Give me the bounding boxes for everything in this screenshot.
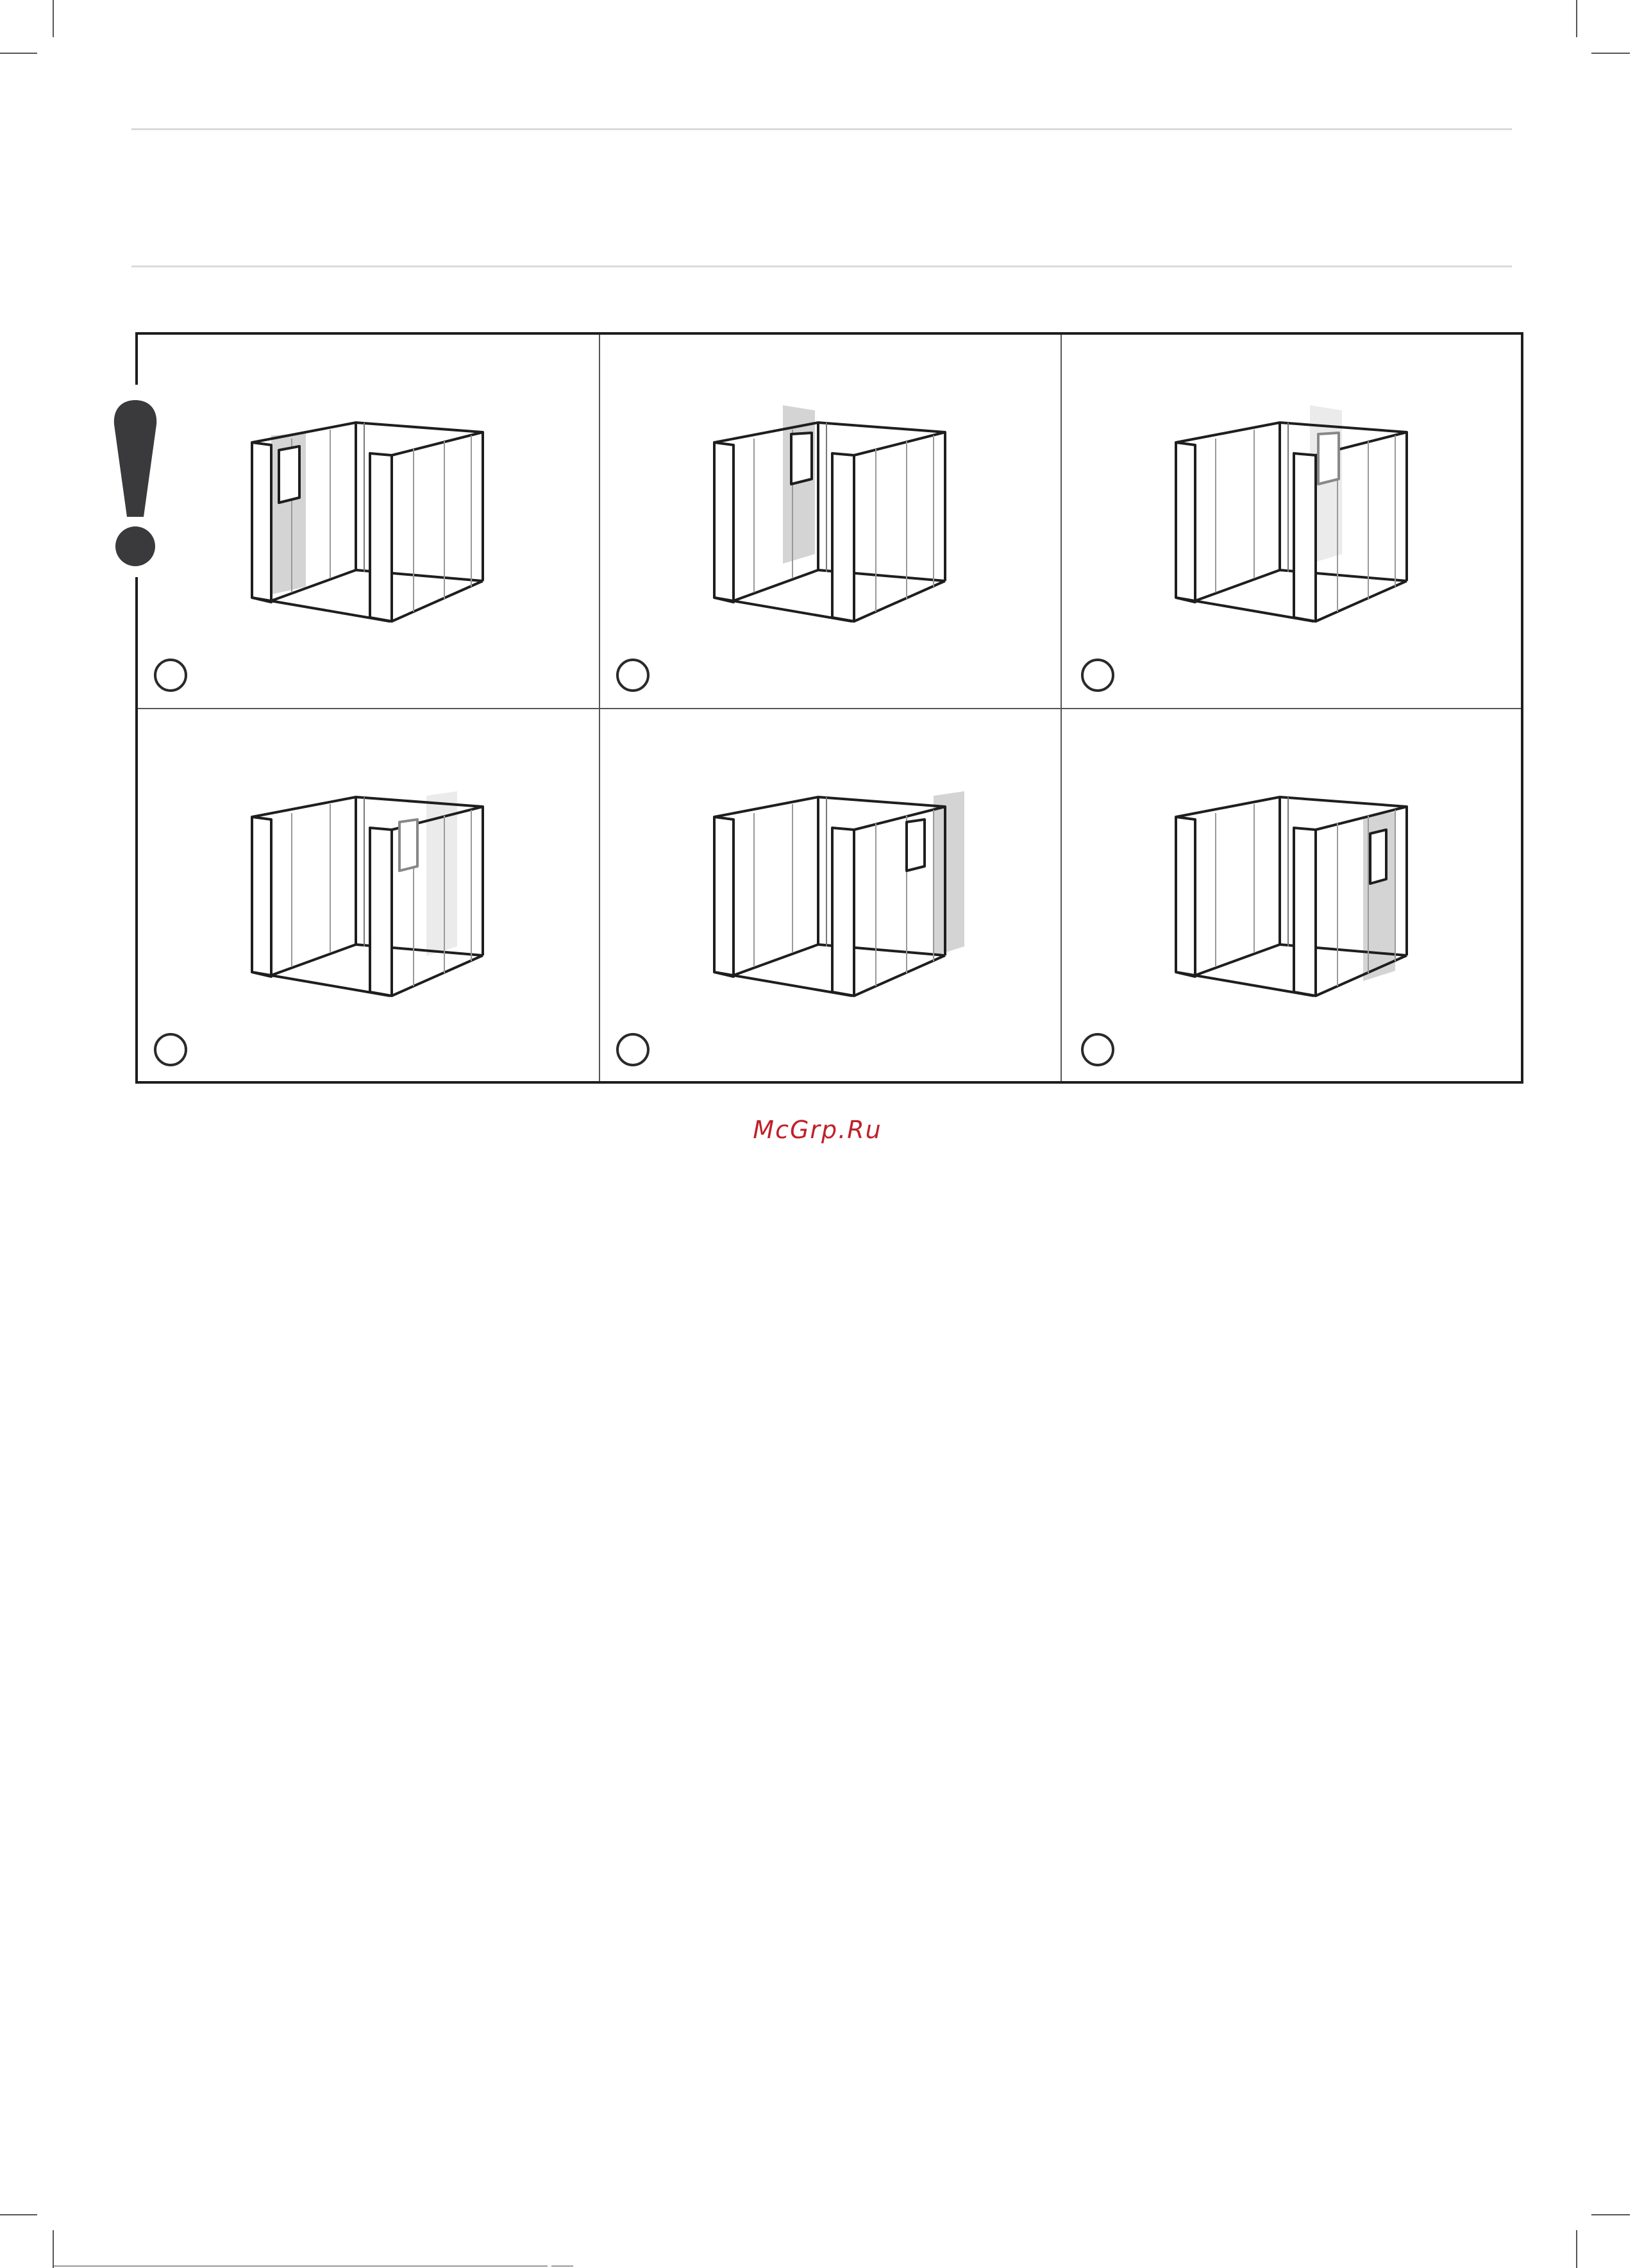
crop-mark <box>53 0 54 37</box>
option-cell-2[interactable] <box>600 335 1062 709</box>
option-cell-5[interactable] <box>600 709 1062 1084</box>
bottom-rule <box>551 2265 573 2267</box>
option-radio-3[interactable] <box>1081 659 1114 692</box>
header-rule-top <box>131 128 1512 130</box>
option-cell-3[interactable] <box>1062 335 1523 709</box>
crop-mark <box>1591 53 1630 54</box>
room-right-door-front-icon <box>600 709 1062 1084</box>
option-radio-6[interactable] <box>1081 1033 1114 1066</box>
option-radio-2[interactable] <box>616 659 650 692</box>
option-radio-4[interactable] <box>154 1033 187 1066</box>
room-back-door-left-icon <box>600 335 1062 709</box>
option-radio-1[interactable] <box>154 659 187 692</box>
bottom-rule <box>54 2265 548 2267</box>
room-right-door-back-icon <box>138 709 600 1084</box>
option-cell-4[interactable] <box>138 709 600 1084</box>
option-cell-1[interactable] <box>138 335 600 709</box>
room-front-door-icon <box>1062 709 1523 1084</box>
crop-mark <box>0 53 37 54</box>
crop-mark <box>1591 2214 1630 2215</box>
crop-mark <box>53 2230 54 2268</box>
option-cell-6[interactable] <box>1062 709 1523 1084</box>
room-left-door-icon <box>138 335 600 709</box>
crop-mark <box>1576 0 1577 37</box>
room-back-door-right-icon <box>1062 335 1523 709</box>
exclamation-mark-icon <box>103 385 168 577</box>
door-placement-grid <box>135 332 1523 1084</box>
header-rule-bottom <box>131 265 1512 267</box>
crop-mark <box>0 2214 37 2215</box>
option-radio-5[interactable] <box>616 1033 650 1066</box>
crop-mark <box>1576 2230 1577 2268</box>
watermark-text: McGrp.Ru <box>753 1116 882 1144</box>
